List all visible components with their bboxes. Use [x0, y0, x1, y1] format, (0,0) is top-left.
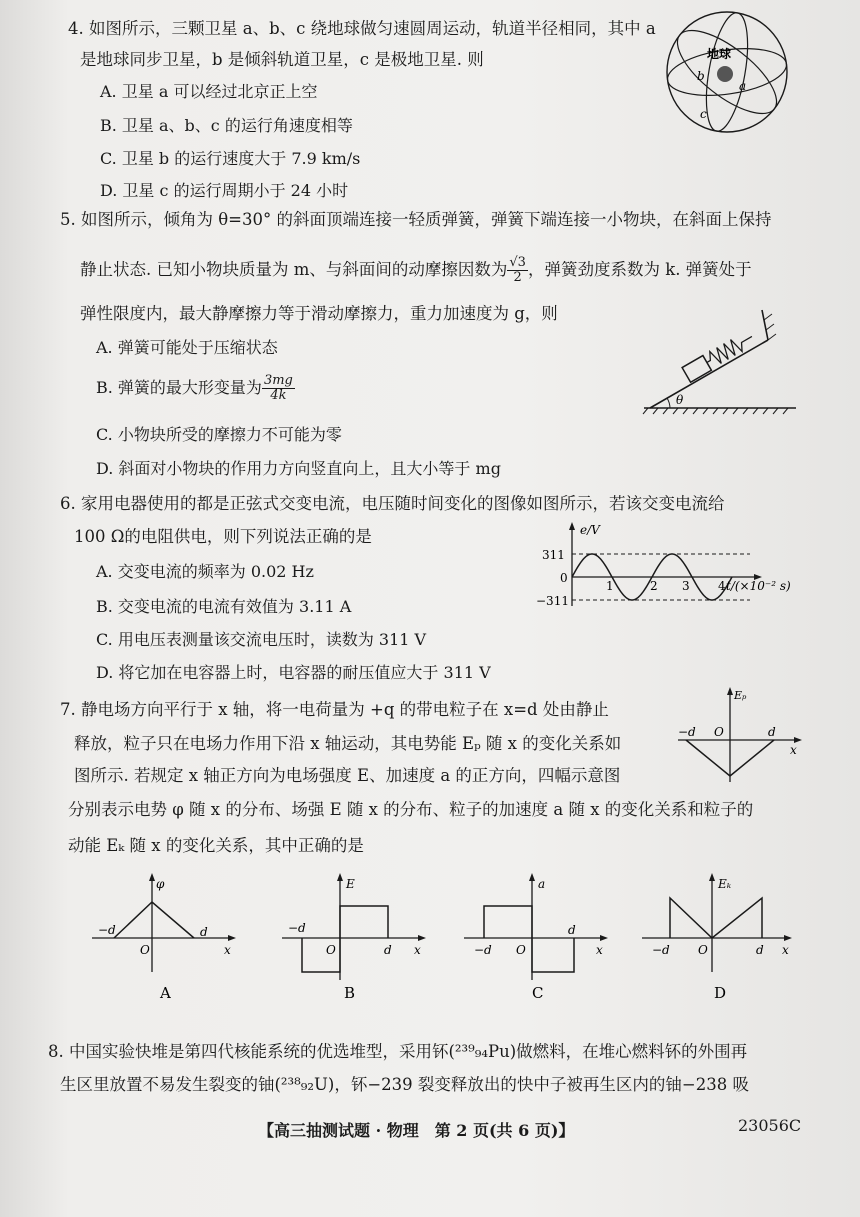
ep-origin-label: O — [714, 725, 724, 739]
q6-y-bottom-tick: −311 — [536, 594, 569, 608]
q5-stem-line2: 静止状态. 已知小物块质量为 m、与斜面间的动摩擦因数为 $\frac{√3}{2}$ ，弹簧劲度系数为 k. 弹簧处于 — [80, 255, 752, 285]
q7-stem-line3: 图所示. 若规定 x 轴正方向为电场强度 E、加速度 a 的正方向，四幅示意图 — [74, 766, 621, 785]
q6-y-top-tick: 311 — [542, 548, 565, 562]
q4-satellite-orbit-figure — [655, 8, 795, 136]
q6-option-d: D. 将它加在电容器上时，电容器的耐压值应大于 311 V — [96, 663, 491, 682]
graph-b-d: d — [384, 943, 392, 957]
graph-c-letter: C — [532, 984, 544, 1002]
friction-coefficient-fraction: $\frac{√3}{2}$ — [509, 255, 526, 285]
page-footer-code: 23056C — [738, 1116, 802, 1135]
graph-a-x: x — [224, 943, 231, 957]
orbit-a-label: a — [739, 79, 747, 93]
q7-graph-d-kinetic-energy — [640, 868, 800, 1003]
q6-x-tick-2: 2 — [650, 579, 658, 593]
q4-stem-line1: 4. 如图所示，三颗卫星 a、b、c 绕地球做匀速圆周运动，轨道半径相同，其中 a — [68, 19, 656, 38]
q7-graph-a-potential — [90, 868, 240, 1003]
earth-label: 地球 — [707, 47, 732, 61]
graph-c-neg-d: −d — [474, 943, 492, 957]
q6-stem-line2: 100 Ω的电阻供电，则下列说法正确的是 — [74, 527, 372, 546]
page-footer-title: 【高三抽测试题 · 物理 第 2 页(共 6 页)】 — [258, 1121, 575, 1140]
q8-stem-line2: 生区里放置不易发生裂变的铀(²³⁸₉₂U)，钚−239 裂变释放出的快中子被再生区内的铀−238 吸 — [60, 1075, 749, 1094]
q4-option-d: D. 卫星 c 的运行周期小于 24 小时 — [100, 181, 349, 200]
graph-a-origin: O — [140, 943, 150, 957]
q6-x-tick-4: 4 — [718, 579, 726, 593]
graph-c-x: x — [596, 943, 603, 957]
q7-stem-line4: 分别表示电势 φ 随 x 的分布、场强 E 随 x 的分布、粒子的加速度 a 随 x 的变化关系和粒子的 — [68, 800, 754, 819]
graph-a-letter: A — [160, 984, 171, 1002]
ep-x-label: x — [790, 743, 797, 757]
q7-potential-energy-graph — [672, 684, 812, 788]
q5-stem-line3: 弹性限度内，最大静摩擦力等于滑动摩擦力，重力加速度为 g，则 — [80, 304, 558, 323]
q6-x-tick-1: 1 — [606, 579, 614, 593]
ep-axis-label: Eₚ — [734, 689, 747, 702]
theta-label: θ — [676, 393, 684, 407]
q7-stem-line2: 释放，粒子只在电场力作用下沿 x 轴运动，其电势能 Eₚ 随 x 的变化关系如 — [74, 734, 622, 753]
q8-stem-line1: 8. 中国实验快堆是第四代核能系统的优选堆型，采用钚(²³⁹₉₄Pu)做燃料，在堆心燃料钚的外围再 — [48, 1042, 748, 1061]
q6-y-zero-tick: 0 — [560, 571, 568, 585]
orbit-b-label: b — [697, 69, 705, 83]
q4-stem-line2: 是地球同步卫星，b 是倾斜轨道卫星，c 是极地卫星. 则 — [80, 50, 484, 69]
graph-b-neg-d: −d — [288, 921, 306, 935]
graph-b-y-label: E — [346, 877, 355, 891]
graph-c-y-label: a — [538, 877, 546, 891]
q7-graph-b-field — [280, 868, 430, 1003]
q5-stem-line1: 5. 如图所示，倾角为 θ=30° 的斜面顶端连接一轻质弹簧，弹簧下端连接一小物块，在斜面上保持 — [60, 210, 772, 229]
orbit-c-label: c — [700, 107, 707, 121]
graph-d-origin: O — [698, 943, 708, 957]
graph-a-d: d — [200, 925, 208, 939]
graph-d-y-label: Eₖ — [718, 877, 732, 891]
q5-incline-spring-figure — [640, 300, 800, 415]
graph-b-x: x — [414, 943, 421, 957]
q4-option-a: A. 卫星 a 可以经过北京正上空 — [100, 82, 318, 101]
ep-d-label: d — [768, 725, 776, 739]
q7-stem-line5: 动能 Eₖ 随 x 的变化关系，其中正确的是 — [68, 836, 364, 855]
q6-x-axis-label: t/(×10⁻² s) — [726, 579, 791, 593]
q6-option-a: A. 交变电流的频率为 0.02 Hz — [96, 562, 314, 581]
q5-option-c: C. 小物块所受的摩擦力不可能为零 — [96, 425, 342, 444]
graph-a-y-label: φ — [156, 877, 165, 891]
graph-b-origin: O — [326, 943, 336, 957]
ep-neg-d-label: −d — [678, 725, 696, 739]
graph-c-origin: O — [516, 943, 526, 957]
graph-d-neg-d: −d — [652, 943, 670, 957]
q7-stem-line1: 7. 静电场方向平行于 x 轴，将一电荷量为 +q 的带电粒子在 x=d 处由静止 — [60, 700, 609, 719]
q7-graph-c-acceleration — [462, 868, 612, 1003]
q6-option-b: B. 交变电流的电流有效值为 3.11 A — [96, 597, 352, 616]
q6-x-tick-3: 3 — [682, 579, 690, 593]
graph-d-letter: D — [714, 984, 727, 1002]
q4-option-b: B. 卫星 a、b、c 的运行角速度相等 — [100, 116, 353, 135]
graph-b-letter: B — [344, 984, 356, 1002]
q5-option-b: B. 弹簧的最大形变量为 $\frac{3mg}{4k}$ — [96, 373, 293, 403]
graph-a-neg-d: −d — [98, 923, 116, 937]
q6-voltage-time-graph — [530, 520, 820, 612]
graph-c-d: d — [568, 923, 576, 937]
q5-option-a: A. 弹簧可能处于压缩状态 — [96, 338, 278, 357]
q6-option-c: C. 用电压表测量该交流电压时，读数为 311 V — [96, 630, 427, 649]
q5-option-d: D. 斜面对小物块的作用力方向竖直向上，且大小等于 mg — [96, 459, 501, 478]
q6-stem-line1: 6. 家用电器使用的都是正弦式交变电流，电压随时间变化的图像如图所示，若该交变电流给 — [60, 494, 725, 513]
q4-option-c: C. 卫星 b 的运行速度大于 7.9 km/s — [100, 149, 361, 168]
graph-d-x: x — [782, 943, 789, 957]
q6-y-axis-label: e/V — [580, 523, 600, 537]
graph-d-d: d — [756, 943, 764, 957]
